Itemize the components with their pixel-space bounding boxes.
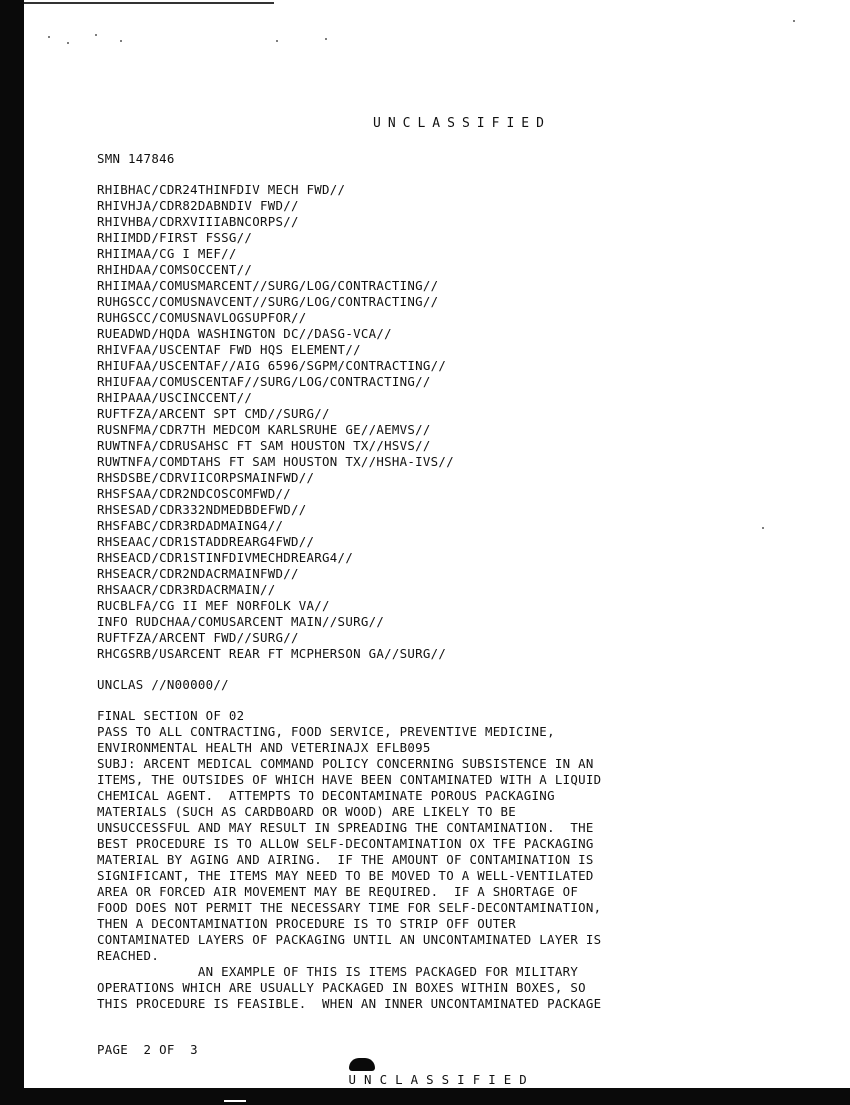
routing-line: INFO RUDCHAA/COMUSARCENT MAIN//SURG// — [97, 614, 385, 629]
body-line: AN EXAMPLE OF THIS IS ITEMS PACKAGED FOR MILITARY — [97, 964, 579, 979]
page-number: PAGE 2 OF 3 — [97, 1042, 198, 1057]
routing-line: RHCGSRB/USARCENT REAR FT MCPHERSON GA//SURG// — [97, 646, 447, 661]
body-line: PASS TO ALL CONTRACTING, FOOD SERVICE, PREVENTIVE MEDICINE, — [97, 724, 555, 739]
body-line: MATERIAL BY AGING AND AIRING. IF THE AMOUNT OF CONTAMINATION IS — [97, 852, 594, 867]
routing-line: RHSEACD/CDR1STINFDIVMECHDREARG4// — [97, 550, 354, 565]
classification-header: UNCLASSIFIED — [373, 116, 551, 131]
routing-line: RHIVFAA/USCENTAF FWD HQS ELEMENT// — [97, 342, 361, 357]
routing-line: RHSDSBE/CDRVIICORPSMAINFWD// — [97, 470, 315, 485]
routing-line: RHSESAD/CDR332NDMEDBDEFWD// — [97, 502, 307, 517]
routing-line: RHIVHJA/CDR82DABNDIV FWD// — [97, 198, 299, 213]
routing-line: RHIHDAA/COMSOCCENT// — [97, 262, 253, 277]
routing-line: RUCBLFA/CG II MEF NORFOLK VA// — [97, 598, 330, 613]
body-line: AREA OR FORCED AIR MOVEMENT MAY BE REQUIRED. IF A SHORTAGE OF — [97, 884, 579, 899]
scan-speck — [95, 34, 97, 36]
routing-line: RHSEACR/CDR2NDACRMAINFWD// — [97, 566, 299, 581]
routing-line: RHIBHAC/CDR24THINFDIV MECH FWD// — [97, 182, 346, 197]
routing-line: RUFTFZA/ARCENT SPT CMD//SURG// — [97, 406, 330, 421]
routing-line: RUEADWD/HQDA WASHINGTON DC//DASG-VCA// — [97, 326, 392, 341]
body-line: THEN A DECONTAMINATION PROCEDURE IS TO STRIP OFF OUTER — [97, 916, 517, 931]
body-line: FINAL SECTION OF 02 — [97, 708, 245, 723]
routing-line: RHIUFAA/COMUSCENTAF//SURG/LOG/CONTRACTING// — [97, 374, 431, 389]
scan-speck — [67, 42, 69, 44]
scan-left-border — [0, 0, 24, 1105]
routing-line: RHSFABC/CDR3RDADMAING4// — [97, 518, 284, 533]
scan-speck — [762, 527, 764, 529]
routing-line: RUWTNFA/COMDTAHS FT SAM HOUSTON TX//HSHA-IVS// — [97, 454, 454, 469]
routing-line: RUWTNFA/CDRUSAHSC FT SAM HOUSTON TX//HSVS// — [97, 438, 431, 453]
body-line: OPERATIONS WHICH ARE USUALLY PACKAGED IN BOXES WITHIN BOXES, SO — [97, 980, 586, 995]
footer-classification-text: U N C L A S S I F I E D — [348, 1072, 528, 1087]
scan-speck — [793, 20, 795, 22]
routing-line: RHIPAAA/USCINCCENT// — [97, 390, 253, 405]
body-line: SIGNIFICANT, THE ITEMS MAY NEED TO BE MOVED TO A WELL-VENTILATED — [97, 868, 594, 883]
routing-line: RUSNFMA/CDR7TH MEDCOM KARLSRUHE GE//AEMVS// — [97, 422, 431, 437]
message-id: SMN 147846 — [97, 151, 175, 166]
body-line: ENVIRONMENTAL HEALTH AND VETERINAJX EFLB095 — [97, 740, 431, 755]
routing-line: RHIIMAA/COMUSMARCENT//SURG/LOG/CONTRACTING// — [97, 278, 439, 293]
body-line: MATERIALS (SUCH AS CARDBOARD OR WOOD) ARE LIKELY TO BE — [97, 804, 517, 819]
routing-line: RUFTFZA/ARCENT FWD//SURG// — [97, 630, 299, 645]
body-line: SUBJ: ARCENT MEDICAL COMMAND POLICY CONCERNING SUBSISTENCE IN AN — [97, 756, 594, 771]
body-line: ITEMS, THE OUTSIDES OF WHICH HAVE BEEN CONTAMINATED WITH A LIQUID — [97, 772, 602, 787]
routing-line: RUHGSCC/COMUSNAVLOGSUPFOR// — [97, 310, 307, 325]
scan-speck — [276, 40, 278, 42]
routing-line: RHSAACR/CDR3RDACRMAIN// — [97, 582, 276, 597]
body-line: BEST PROCEDURE IS TO ALLOW SELF-DECONTAMINATION OX TFE PACKAGING — [97, 836, 594, 851]
body-line: CONTAMINATED LAYERS OF PACKAGING UNTIL AN UNCONTAMINATED LAYER IS — [97, 932, 602, 947]
routing-line: RHIIMDD/FIRST FSSG// — [97, 230, 253, 245]
routing-line: RHIVHBA/CDRXVIIIABNCORPS// — [97, 214, 299, 229]
redaction-blot — [349, 1058, 375, 1071]
body-line: THIS PROCEDURE IS FEASIBLE. WHEN AN INNER UNCONTAMINATED PACKAGE — [97, 996, 602, 1011]
routing-line: RHSEAAC/CDR1STADDREARG4FWD// — [97, 534, 315, 549]
scan-speck — [325, 38, 327, 40]
unclas-line: UNCLAS //N00000// — [97, 677, 229, 692]
scan-speck — [48, 36, 50, 38]
scan-top-rule — [24, 2, 274, 4]
scan-bottom-rule — [224, 1100, 246, 1102]
scan-speck — [120, 40, 122, 42]
body-line: FOOD DOES NOT PERMIT THE NECESSARY TIME FOR SELF-DECONTAMINATION, — [97, 900, 602, 915]
scan-bottom-border — [0, 1088, 850, 1105]
body-line: CHEMICAL AGENT. ATTEMPTS TO DECONTAMINATE POROUS PACKAGING — [97, 788, 555, 803]
routing-line: RHIIMAA/CG I MEF// — [97, 246, 237, 261]
routing-line: RHSFSAA/CDR2NDCOSCOMFWD// — [97, 486, 291, 501]
routing-line: RHIUFAA/USCENTAF//AIG 6596/SGPM/CONTRACTING// — [97, 358, 447, 373]
routing-line: RUHGSCC/COMUSNAVCENT//SURG/LOG/CONTRACTING// — [97, 294, 439, 309]
body-line: UNSUCCESSFUL AND MAY RESULT IN SPREADING THE CONTAMINATION. THE — [97, 820, 594, 835]
body-line: REACHED. — [97, 948, 160, 963]
